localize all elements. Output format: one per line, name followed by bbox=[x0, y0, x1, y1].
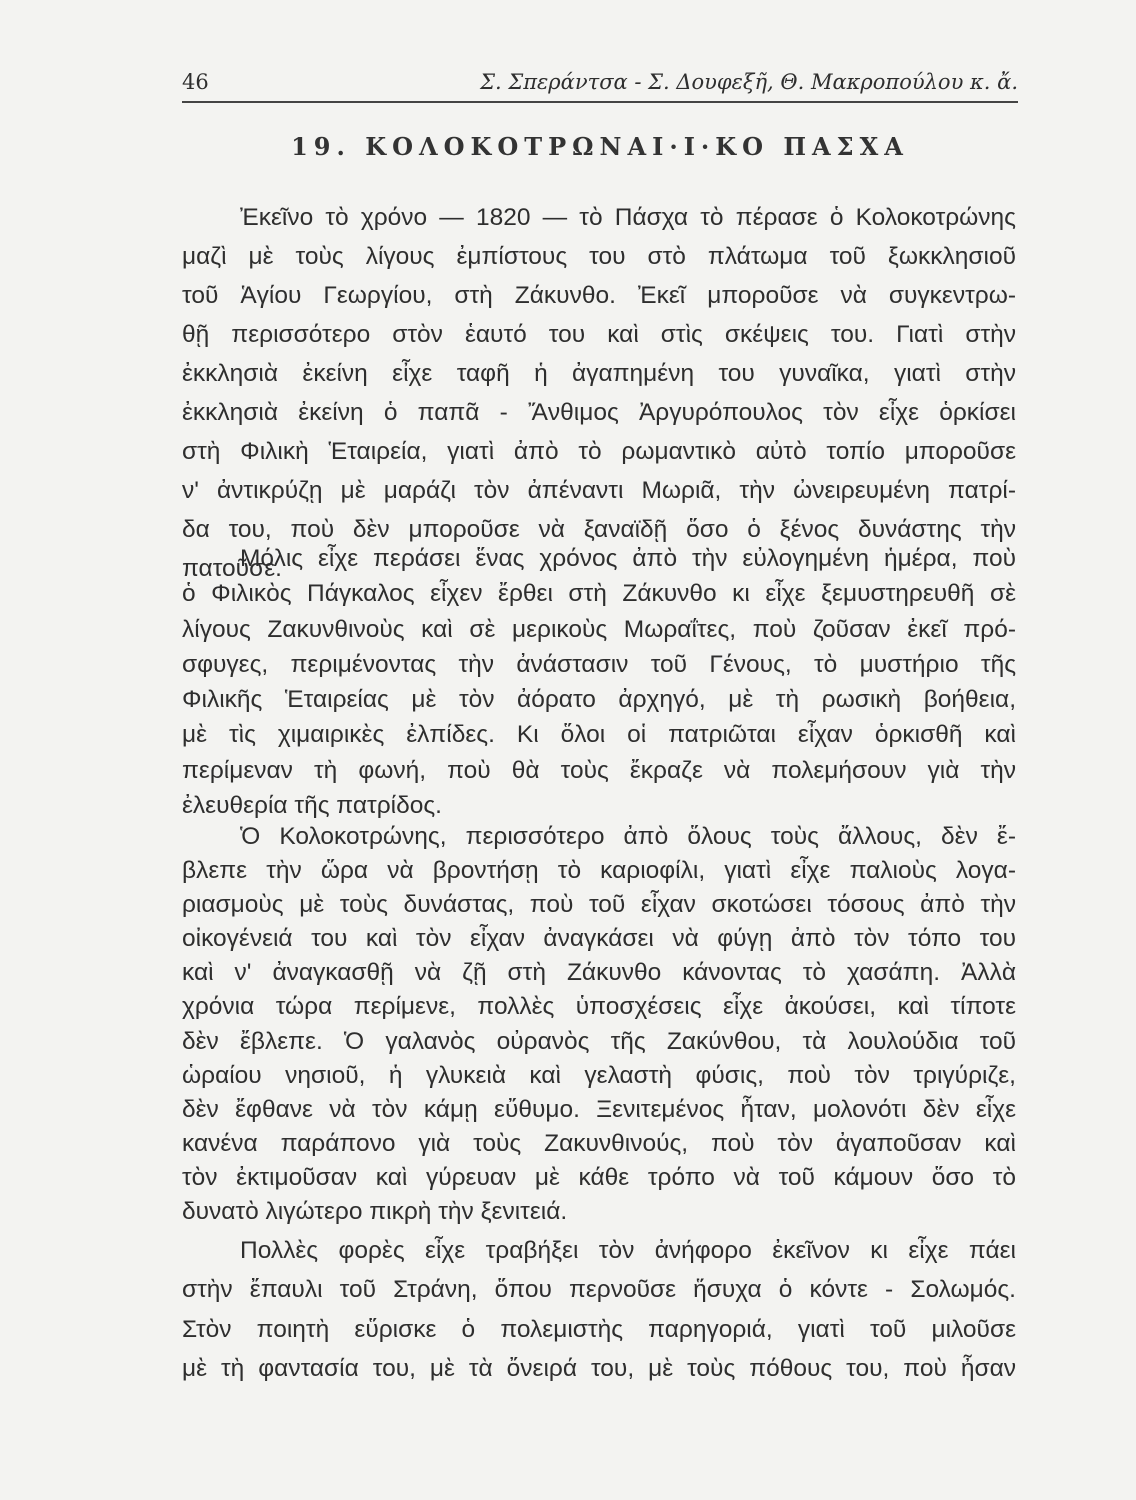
text-line: Ἐκεῖνο τὸ χρόνο — 1820 — τὸ Πάσχα τὸ πέρασε ὁ Κολοκοτρώνης bbox=[240, 204, 1016, 231]
text-line: Μόλις εἶχε περάσει ἕνας χρόνος ἀπὸ τὴν εὐλογημένη ἡμέρα, ποὺ bbox=[240, 545, 1016, 572]
text-line: λίγους Ζακυνθινοὺς καὶ σὲ μερικοὺς Μωραΐτες, ποὺ ζοῦσαν ἐκεῖ πρό- bbox=[182, 615, 1016, 643]
text-line: Φιλικῆς Ἑταιρείας μὲ τὸν ἀόρατο ἀρχηγό, μὲ τὴ ρωσικὴ βοήθεια, bbox=[182, 686, 1016, 714]
text-line: καὶ ν' ἀναγκασθῇ νὰ ζῇ στὴ Ζάκυνθο κάνοντας τὸ χασάπη. Ἀλλὰ bbox=[182, 959, 1016, 987]
text-line: ὡραίου νησιοῦ, ἡ γλυκειὰ καὶ γελαστὴ φύσις, ποὺ τὸν τριγύριζε, bbox=[182, 1061, 1016, 1089]
text-line: ἐκκλησιὰ ἐκείνη ὁ παπᾶ - Ἄνθιμος Ἀργυρόπουλος τὸν εἶχε ὁρκίσει bbox=[182, 399, 1016, 426]
text-line: ὁ Φιλικὸς Πάγκαλος εἶχεν ἔρθει στὴ Ζάκυνθο κι εἶχε ξεμυστηρευθῆ σὲ bbox=[182, 580, 1016, 608]
text-line: κανένα παράπονο γιὰ τοὺς Ζακυνθινούς, ποὺ τὸν ἀγαποῦσαν καὶ bbox=[182, 1129, 1016, 1157]
text-line: δυνατὸ λιγώτερο πικρὴ τὴν ξενιτειά. bbox=[182, 1198, 568, 1226]
header-rule bbox=[182, 101, 1018, 103]
text-line: μὲ τὶς χιμαιρικὲς ἐλπίδες. Κι ὅλοι οἱ πατριῶται εἶχαν ὁρκισθῆ καὶ bbox=[182, 721, 1016, 749]
text-line: χρόνια τώρα περίμενε, πολλὲς ὑποσχέσεις εἶχε ἀκούσει, καὶ τίποτε bbox=[182, 993, 1016, 1021]
text-line: βλεπε τὴν ὥρα νὰ βροντήσῃ τὸ καριοφίλι, γιατὶ εἶχε παλιοὺς λογα- bbox=[182, 857, 1016, 885]
paragraph-4 bbox=[182, 1231, 1016, 1388]
text-line: πατοῦσε. bbox=[182, 555, 282, 582]
text-line: Πολλὲς φορὲς εἶχε τραβήξει τὸν ἀνήφορο ἐκεῖνον κι εἶχε πάει bbox=[240, 1237, 1016, 1264]
text-line: οἰκογένειά του καὶ τὸν εἶχαν ἀναγκάσει νὰ φύγῃ ἀπὸ τὸν τόπο του bbox=[182, 925, 1016, 953]
page-number: 46 bbox=[182, 70, 209, 94]
running-title: Σ. Σπεράντσα - Σ. Δουφεξῆ, Θ. Μακροπούλου κ. ἄ. bbox=[480, 70, 1018, 94]
chapter-title: 19. ΚΟΛΟΚΟΤΡΩΝΑΙ·Ι·ΚΟ ΠΑΣΧΑ bbox=[291, 132, 909, 161]
text-line: ν' ἀντικρύζῃ μὲ μαράζι τὸν ἀπέναντι Μωριᾶ, τὴν ὠνειρευμένη πατρί- bbox=[182, 477, 1016, 504]
text-line: Στὸν ποιητὴ εὕρισκε ὁ πολεμιστὴς παρηγοριά, γιατὶ τοῦ μιλοῦσε bbox=[182, 1315, 1016, 1343]
text-line: τοῦ Ἁγίου Γεωργίου, στὴ Ζάκυνθο. Ἐκεῖ μποροῦσε νὰ συγκεντρω- bbox=[182, 282, 1016, 309]
text-line: θῇ περισσότερο στὸν ἑαυτό του καὶ στὶς σκέψεις του. Γιατὶ στὴν bbox=[182, 321, 1016, 348]
text-line: δὲν ἔφθανε νὰ τὸν κάμῃ εὔθυμο. Ξενιτεμένος ἦταν, μολονότι δὲν εἶχε bbox=[182, 1095, 1016, 1123]
running-header bbox=[182, 70, 1018, 100]
text-line: στὴν ἔπαυλι τοῦ Στράνη, ὅπου περνοῦσε ἥσυχα ὁ κόντε - Σολωμός. bbox=[182, 1276, 1016, 1304]
text-line: τὸν ἐκτιμοῦσαν καὶ γύρευαν μὲ κάθε τρόπο νὰ τοῦ κάμουν ὅσο τὸ bbox=[182, 1163, 1016, 1191]
text-line: μὲ τὴ φαντασία του, μὲ τὰ ὄνειρά του, μὲ τοὺς πόθους του, ποὺ ἦσαν bbox=[182, 1354, 1016, 1382]
text-line: στὴ Φιλικὴ Ἑταιρεία, γιατὶ ἀπὸ τὸ ρωμαντικὸ αὐτὸ τοπίο μποροῦσε bbox=[182, 438, 1016, 465]
text-line: ἐλευθερία τῆς πατρίδος. bbox=[182, 792, 442, 820]
text-line: περίμεναν τὴ φωνή, ποὺ θὰ τοὺς ἔκραζε νὰ πολεμήσουν γιὰ τὴν bbox=[182, 756, 1016, 784]
paragraph-1 bbox=[182, 198, 1016, 588]
text-line: Ὁ Κολοκοτρώνης, περισσότερο ἀπὸ ὅλους τοὺς ἄλλους, δὲν ἔ- bbox=[240, 823, 1016, 850]
text-line: σφυγες, περιμένοντας τὴν ἀνάστασιν τοῦ Γένους, τὸ μυστήριο τῆς bbox=[182, 650, 1016, 678]
text-line: μαζὶ μὲ τοὺς λίγους ἐμπίστους του στὸ πλάτωμα τοῦ ξωκκλησιοῦ bbox=[182, 243, 1016, 270]
text-line: δα του, ποὺ δὲν μποροῦσε νὰ ξαναϊδῇ ὅσο ὁ ξένος δυνάστης τὴν bbox=[182, 516, 1016, 543]
paragraph-2 bbox=[182, 541, 1016, 823]
paragraph-3 bbox=[182, 820, 1016, 1229]
text-line: ριασμοὺς μὲ τοὺς δυνάστας, ποὺ τοῦ εἶχαν σκοτώσει τόσους ἀπὸ τὴν bbox=[182, 891, 1016, 919]
text-line: ἐκκλησιὰ ἐκείνη εἶχε ταφῆ ἡ ἀγαπημένη του γυναῖκα, γιατὶ στὴν bbox=[182, 360, 1016, 387]
text-line: δὲν ἔβλεπε. Ὁ γαλανὸς οὐρανὸς τῆς Ζακύνθου, τὰ λουλούδια τοῦ bbox=[182, 1027, 1016, 1055]
